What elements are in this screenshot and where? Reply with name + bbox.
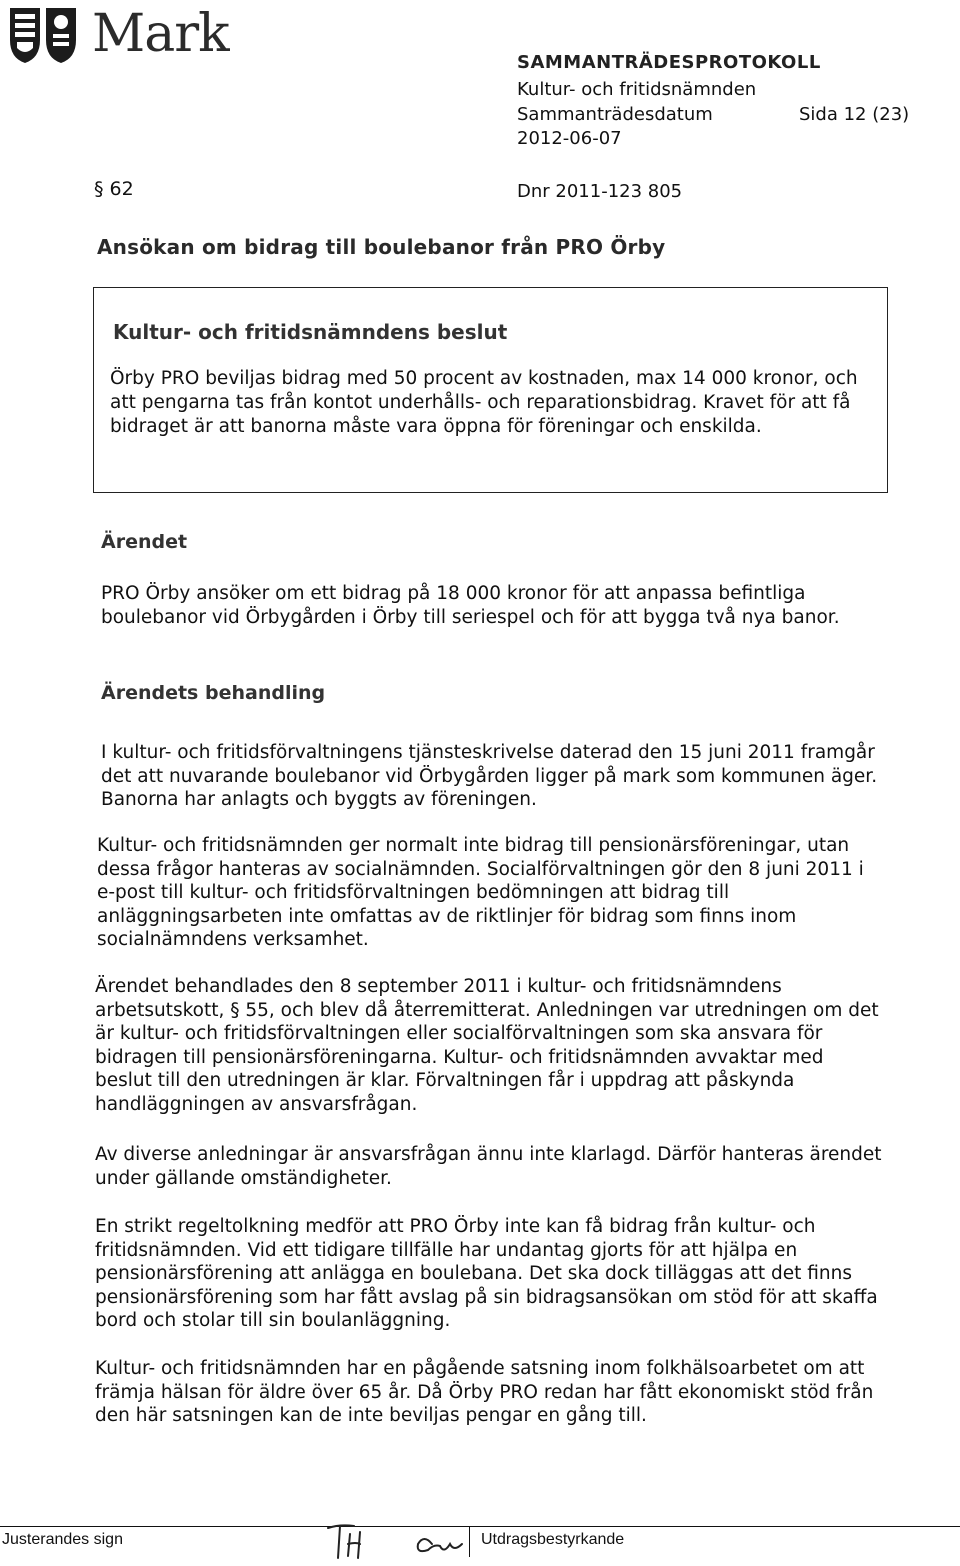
meeting-date-label: Sammanträdesdatum: [517, 104, 713, 125]
registration-number: Dnr 2011-123 805: [517, 181, 683, 202]
signature-label: Justerandes sign: [2, 1531, 123, 1548]
certification-label: Utdragsbestyrkande: [481, 1531, 625, 1548]
municipality-logo: [6, 4, 256, 64]
meeting-date: 2012-06-07: [517, 128, 622, 149]
behandling-paragraph: Ärendet behandlades den 8 september 2011 i kultur- och fritidsnämndens arbetsutskott, § 55, och blev då återremitterat. Anledningen var utredningen om det är kultur- och fritidsförvaltningen eller socialförvaltningen som ska ansvara för bidragen till pensionärsföreningarna. Kultur- och fritidsnämnden avvaktar med beslut till den utredningen är klar. Förvaltningen får i uppdrag att påskynda handläggningen av ansvarsfrågan.: [95, 976, 879, 1115]
behandling-paragraph: Kultur- och fritidsnämnden har en pågående satsning inom folkhälsoarbetet om att främja hälsan för äldre över 65 år. Då Örby PRO redan har fått ekonomiskt stöd från den här satsningen kan de inte beviljas pengar en gång till.: [95, 1358, 874, 1426]
coat-of-arms-icon: [6, 6, 82, 64]
logo-wordmark: Mark: [92, 4, 229, 64]
case-title: Ansökan om bidrag till boulebanor från PRO Örby: [97, 235, 666, 259]
decision-text: Örby PRO beviljas bidrag med 50 procent av kostnaden, max 14 000 kronor, och att pengarna tas från kontot underhålls- och reparationsbidrag. Kravet för att få bidraget är att banorna måste vara öppna för föreningar och enskilda.: [110, 368, 858, 437]
decision-heading: Kultur- och fritidsnämndens beslut: [113, 320, 508, 344]
page-number: Sida 12 (23): [799, 104, 910, 125]
behandling-paragraph: Av diverse anledningar är ansvarsfrågan ännu inte klarlagd. Därför hanteras ärendet under gällande omständigheter.: [95, 1144, 882, 1189]
document-type: SAMMANTRÄDESPROTOKOLL: [517, 52, 821, 73]
behandling-paragraph: Kultur- och fritidsnämnden ger normalt inte bidrag till pensionärsföreningar, utan dessa frågor hanteras av socialnämnden. Socialförvaltningen gör den 8 juni 2011 i e-post till kultur- och fritidsförvaltningen bedömningen att bidrag till anläggningsarbeten inte omfattas av de riktlinjer för bidrag som finns inom socialnämndens verksamhet.: [97, 835, 864, 950]
section-number: § 62: [94, 178, 134, 200]
section-heading-behandling: Ärendets behandling: [101, 682, 326, 704]
committee-name: Kultur- och fritidsnämnden: [517, 79, 757, 100]
footer-divider: [469, 1527, 470, 1557]
handwritten-initials-signature: [320, 1514, 500, 1564]
section-heading-arendet: Ärendet: [101, 531, 188, 553]
behandling-paragraph: I kultur- och fritidsförvaltningens tjänsteskrivelse daterad den 15 juni 2011 framgår det att nuvarande boulebanor vid Örbygården ligger på mark som kommunen äger. Banorna har anlagts och byggts av föreningen.: [101, 742, 878, 810]
behandling-paragraph: En strikt regeltolkning medför att PRO Örby inte kan få bidrag från kultur- och fritidsnämnden. Vid ett tidigare tillfälle har undantag gjorts för att hjälpa en pensionärsförening att anlägga en boulebana. Det ska dock tilläggas att det finns pensionärsförening som har fått avslag på sin bidragsansökan om stöd för att skaffa bord och stolar till sin boulanläggning.: [95, 1216, 878, 1331]
arendet-paragraph: PRO Örby ansöker om ett bidrag på 18 000 kronor för att anpassa befintliga boulebanor vid Örbygården i Örby till seriespel och för att bygga två nya banor.: [101, 583, 840, 628]
